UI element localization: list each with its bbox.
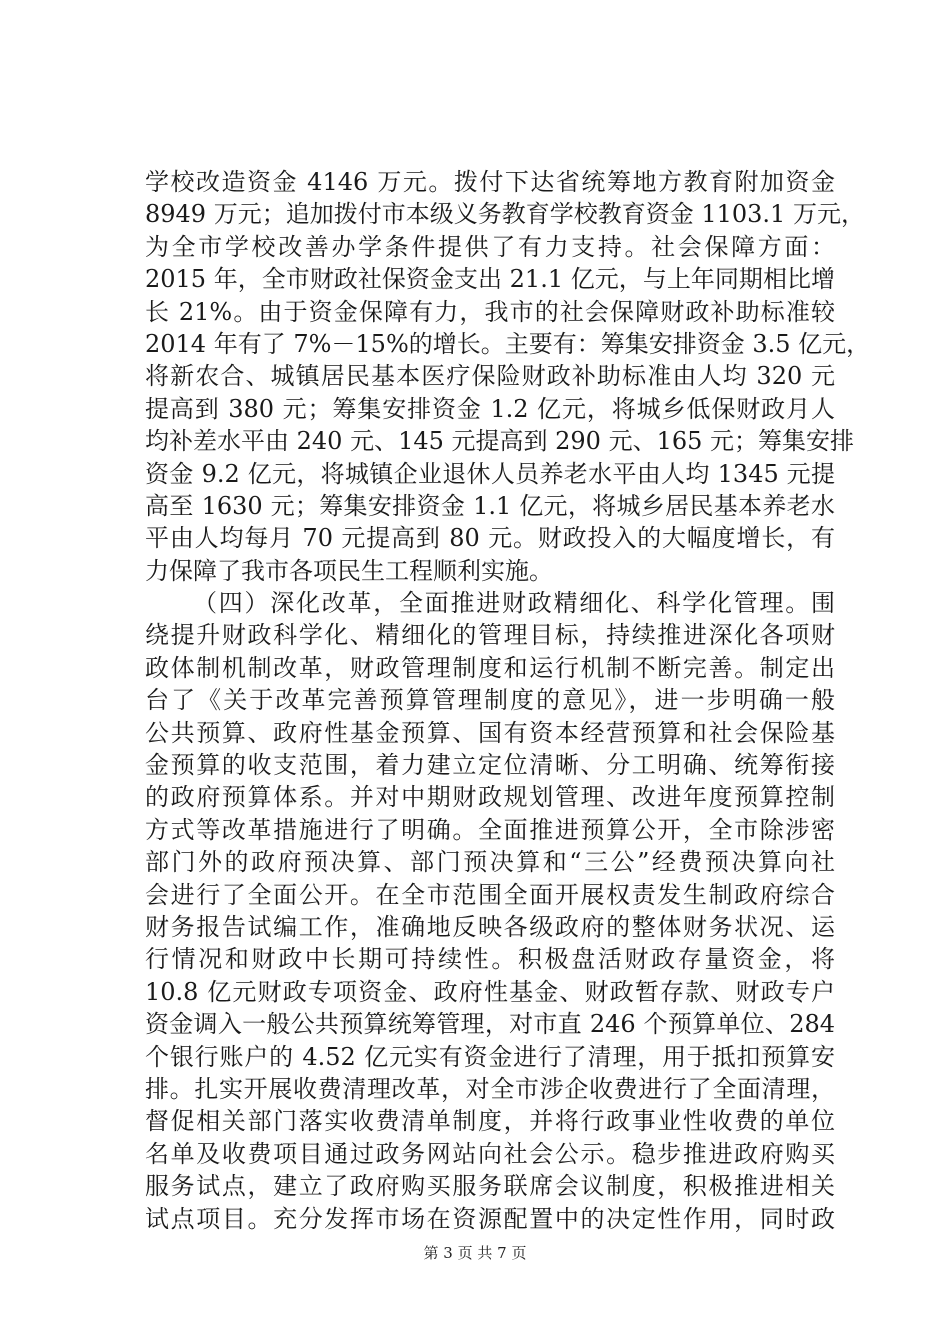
- text-line: 的政府预算体系。并对中期财政规划管理、改进年度预算控制: [145, 783, 835, 812]
- text-line: 政体制机制改革，财政管理制度和运行机制不断完善。制定出: [145, 653, 835, 682]
- text-line: 部门外的政府预决算、部门预决算和“三公”经费预决算向社: [145, 848, 835, 877]
- text-line: 行情况和财政中长期可持续性。积极盘活财政存量资金，将: [145, 945, 835, 974]
- page-number-label: 第 3 页 共 7 页: [423, 1244, 527, 1262]
- text-line: 力保障了我市各项民生工程顺利实施。: [145, 556, 553, 585]
- text-line: 排。扎实开展收费清理改革，对全市涉企收费进行了全面清理，: [145, 1074, 835, 1103]
- text-line: 试点项目。充分发挥市场在资源配置中的决定性作用，同时政: [145, 1204, 835, 1233]
- text-line: 资金调入一般公共预算统筹管理，对市直 246 个预算单位、284: [145, 1010, 835, 1039]
- text-line: 公共预算、政府性基金预算、国有资本经营预算和社会保险基: [145, 718, 835, 747]
- text-line: 将新农合、城镇居民基本医疗保险财政补助标准由人均 320 元: [145, 362, 835, 391]
- text-line: 督促相关部门落实收费清单制度，并将行政事业性收费的单位: [145, 1107, 835, 1136]
- text-line: 2015 年，全市财政社保资金支出 21.1 亿元，与上年同期相比增: [145, 265, 835, 294]
- text-line: 长 21%。由于资金保障有力，我市的社会保障财政补助标准较: [145, 297, 835, 326]
- text-line: 提高到 380 元；筹集安排资金 1.2 亿元，将城乡低保财政月人: [145, 394, 835, 423]
- text-line: 个银行账户的 4.52 亿元实有资金进行了清理，用于抵扣预算安: [145, 1042, 835, 1071]
- section-heading-line: （四）深化改革，全面推进财政精细化、科学化管理。围: [193, 589, 835, 618]
- text-line: 金预算的收支范围，着力建立定位清晰、分工明确、统筹衔接: [145, 751, 835, 780]
- text-line: 为全市学校改善办学条件提供了有力支持。社会保障方面：: [145, 232, 835, 261]
- text-line: 财务报告试编工作，准确地反映各级政府的整体财务状况、运: [145, 912, 835, 941]
- text-line: 资金 9.2 亿元，将城镇企业退休人员养老水平由人均 1345 元提: [145, 459, 835, 488]
- page-footer: [0, 1243, 950, 1263]
- text-line: 高至 1630 元；筹集安排资金 1.1 亿元，将城乡居民基本养老水: [145, 491, 835, 520]
- text-line: 方式等改革措施进行了明确。全面推进预算公开，全市除涉密: [145, 815, 835, 844]
- text-line: 绕提升财政科学化、精细化的管理目标，持续推进深化各项财: [145, 621, 835, 650]
- text-line: 8949 万元；追加拨付市本级义务教育学校教育资金 1103.1 万元，: [145, 200, 865, 229]
- text-line: 服务试点，建立了政府购买服务联席会议制度，积极推进相关: [145, 1172, 835, 1201]
- body-text: [145, 166, 871, 1235]
- text-line: 10.8 亿元财政专项资金、政府性基金、财政暂存款、财政专户: [145, 977, 835, 1006]
- text-line: 名单及收费项目通过政务网站向社会公示。稳步推进政府购买: [145, 1139, 835, 1168]
- text-line: 台了《关于改革完善预算管理制度的意见》，进一步明确一般: [145, 686, 835, 715]
- text-line: 平由人均每月 70 元提高到 80 元。财政投入的大幅度增长，有: [145, 524, 835, 553]
- text-line: 会进行了全面公开。在全市范围全面开展权责发生制政府综合: [145, 880, 835, 909]
- text-line: 学校改造资金 4146 万元。拨付下达省统筹地方教育附加资金: [145, 168, 835, 196]
- text-line: 2014 年有了 7%－15%的增长。主要有：筹集安排资金 3.5 亿元，: [145, 329, 871, 358]
- text-line: 均补差水平由 240 元、145 元提高到 290 元、165 元；筹集安排: [145, 427, 855, 456]
